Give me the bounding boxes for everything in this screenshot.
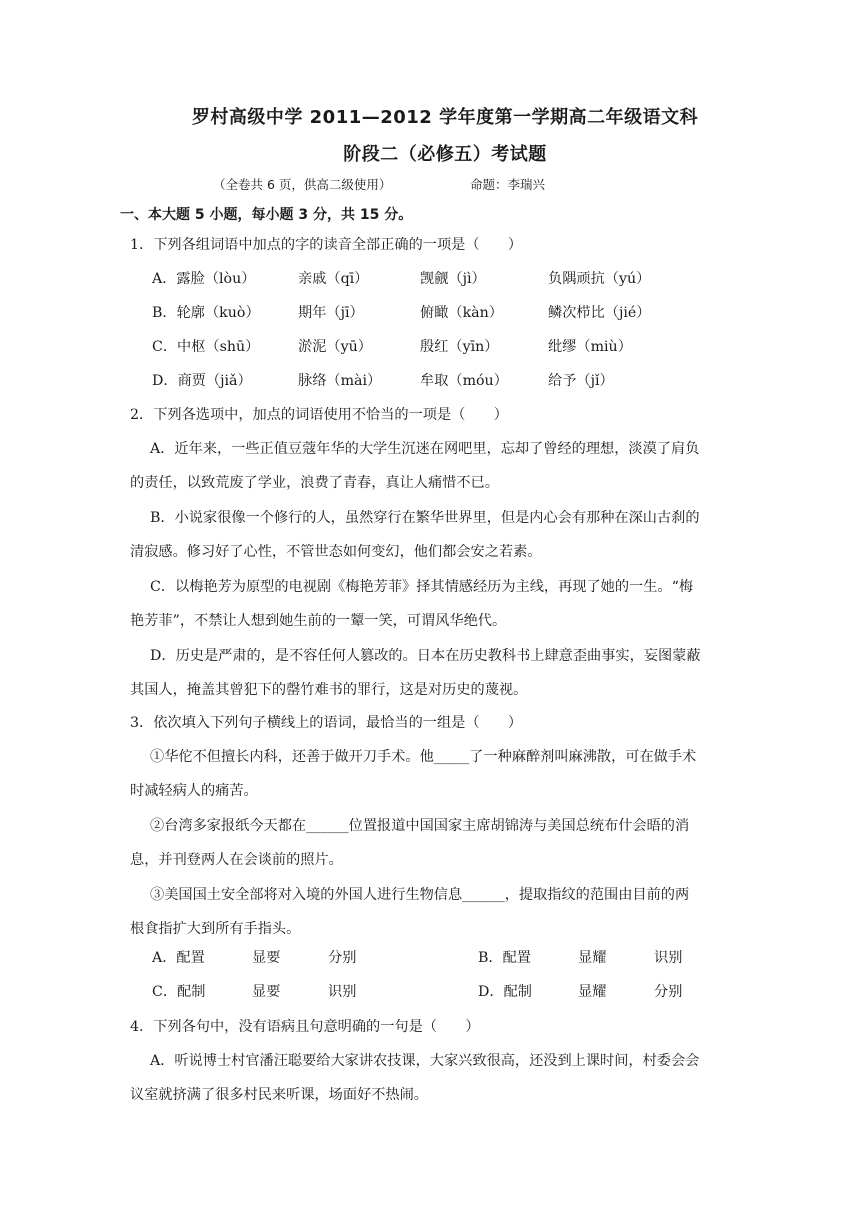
q2-option-a: A．近年来，一些正值豆蔻年华的大学生沉迷在网吧里，忘却了曾经的理想，淡漠了肩负 [150, 441, 700, 457]
q4-option-a: A．听说博士村官潘汪聪要给大家讲农技课，大家兴致很高，还没到上课时间，村委会会 [150, 1053, 700, 1069]
q3-sentence-1-cont: 时减轻病人的痛苦。 [130, 783, 258, 799]
q1-option-cell: B．轮廓（kuò） [152, 305, 260, 321]
q1-option-cell: 给予（jǐ） [548, 373, 614, 389]
q3-option-cell: 分别 [328, 950, 357, 966]
q1-option-cell: 负隅顽抗（yú） [548, 271, 651, 287]
q3-sentence-3-cont: 根食指扩大到所有手指头。 [130, 921, 301, 937]
page-note: （全卷共 6 页，供高二级使用） [213, 177, 392, 192]
q1-option-cell: C．中枢（shū） [152, 339, 260, 355]
q3-sentence-2: ②台湾多家报纸今天都在______位置报道中国国家主席胡锦涛与美国总统布什会晤的消 [150, 818, 690, 834]
q3-option-cell: 识别 [654, 950, 683, 966]
q1-option-cell: D．商贾（jiǎ） [152, 373, 252, 389]
q1-option-cell: 脉络（mài） [298, 373, 382, 389]
q3-sentence-3: ③美国国土安全部将对入境的外国人进行生物信息______，提取指纹的范围由目前的两 [150, 887, 690, 903]
q4-option-a-cont: 议室就挤满了很多村民来听课，场面好不热闹。 [130, 1087, 428, 1103]
question-2-stem: 2．下列各选项中，加点的词语使用不恰当的一项是（ ） [130, 407, 508, 423]
author-note: 命题：李瑞兴 [470, 177, 546, 192]
q1-option-cell: 淤泥（yū） [298, 339, 372, 355]
q2-option-d: D．历史是严肃的，是不容任何人篡改的。日本在历史教科书上肆意歪曲事实，妄图蒙蔽 [150, 648, 701, 664]
q2-option-c-cont: 艳芳菲”，不禁让人想到她生前的一颦一笑，可谓风华绝代。 [130, 613, 507, 629]
q2-option-a-cont: 的责任，以致荒废了学业，浪费了青春，真让人痛惜不已。 [130, 475, 499, 491]
q3-option-cell: 识别 [328, 984, 357, 1000]
q2-option-b-cont: 清寂感。修习好了心性，不管世态如何变幻，他们都会安之若素。 [130, 544, 542, 560]
q3-option-cell: D．配制 [478, 984, 532, 1000]
q1-option-cell: 期年（jī） [298, 305, 364, 321]
q3-option-cell: 显要 [252, 984, 281, 1000]
q3-option-cell: 显耀 [578, 950, 607, 966]
q1-option-cell: 俯瞰（kàn） [420, 305, 503, 321]
q3-option-cell: C．配制 [152, 984, 206, 1000]
q2-option-c: C．以梅艳芳为原型的电视剧《梅艳芳菲》择其情感经历为主线，再现了她的一生。“梅 [150, 579, 694, 595]
q3-sentence-1: ①华佗不但擅长内科，还善于做开刀手术。他_____了一种麻醉剂叫麻沸散，可在做手术 [150, 749, 697, 765]
question-3-stem: 3．依次填入下列句子横线上的语词，最恰当的一组是（ ） [130, 715, 523, 731]
q1-option-cell: 殷红（yīn） [420, 339, 499, 355]
q3-option-cell: 分别 [654, 984, 683, 1000]
q1-option-cell: 纰缪（miù） [548, 339, 632, 355]
q3-option-cell: B．配置 [478, 950, 531, 966]
q1-option-cell: 觊觎（jì） [420, 271, 486, 287]
q1-option-cell: 鳞次栉比（jié） [548, 305, 651, 321]
q2-option-b: B．小说家很像一个修行的人，虽然穿行在繁华世界里，但是内心会有那种在深山古刹的 [150, 510, 700, 526]
section-heading: 一、本大题 5 小题，每小题 3 分，共 15 分。 [120, 207, 413, 223]
q1-option-cell: 亲戚（qī） [298, 271, 369, 287]
q3-option-cell: 显耀 [578, 984, 607, 1000]
q1-option-cell: 牟取（móu） [420, 373, 508, 389]
q3-sentence-2-cont: 息，并刊登两人在会谈前的照片。 [130, 852, 343, 868]
exam-title: 罗村高级中学 2011—2012 学年度第一学期高二年级语文科 [191, 107, 699, 128]
q3-option-cell: 显要 [252, 950, 281, 966]
exam-subtitle: 阶段二（必修五）考试题 [343, 144, 547, 165]
q3-option-cell: A．配置 [152, 950, 205, 966]
question-4-stem: 4．下列各句中，没有语病且句意明确的一句是（ ） [130, 1019, 480, 1035]
q2-option-d-cont: 其国人，掩盖其曾犯下的罄竹难书的罪行，这是对历史的蔑视。 [130, 682, 528, 698]
q1-option-cell: A．露脸（lòu） [152, 271, 256, 287]
question-1-stem: 1．下列各组词语中加点的字的读音全部正确的一项是（ ） [130, 237, 523, 253]
